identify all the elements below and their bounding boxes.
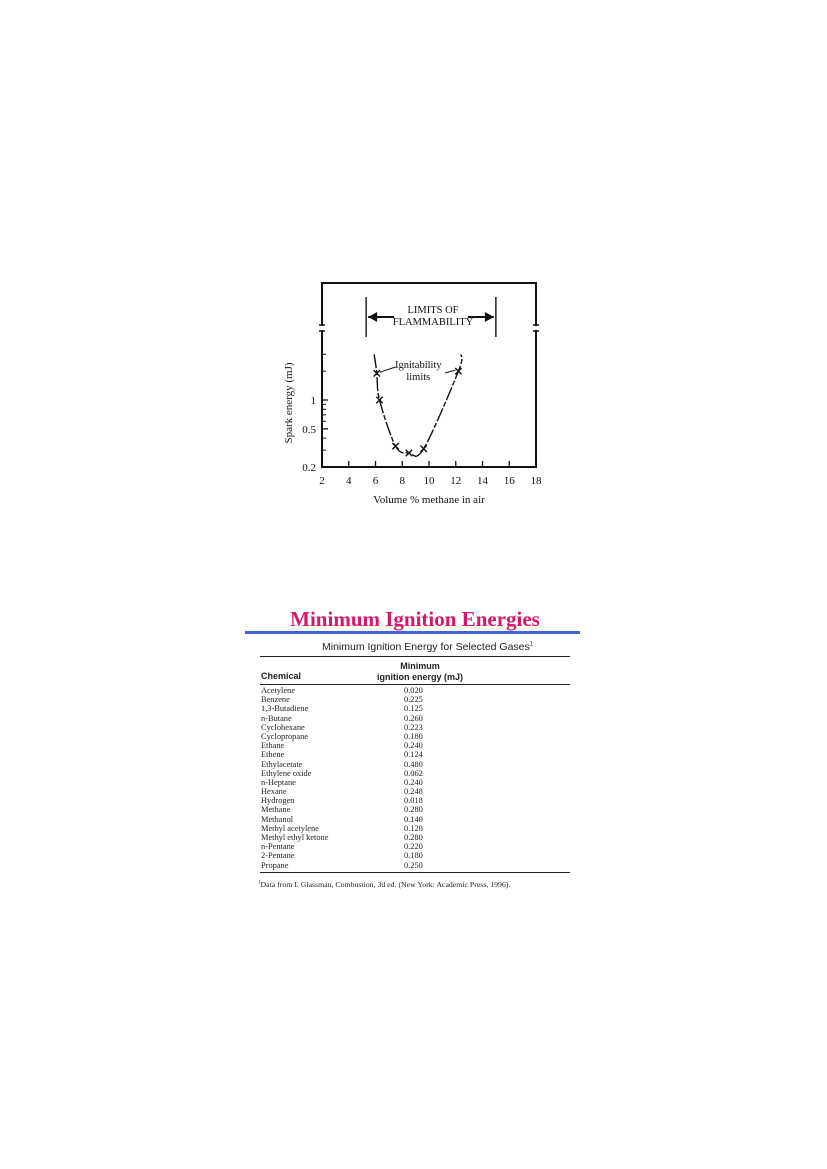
table-row — [261, 805, 571, 814]
chemical-name: Hexane — [261, 787, 287, 797]
chart-svg — [270, 255, 560, 515]
chemical-name: 2-Pentane — [261, 851, 295, 861]
ignition-energy-value: 0.062 — [404, 768, 423, 778]
table-row — [261, 750, 571, 759]
table-row — [261, 695, 571, 704]
chemical-name: Benzene — [261, 695, 290, 705]
table-row — [261, 769, 571, 778]
x-tick-label: 6 — [372, 475, 379, 487]
ignition-energy-value: 0.018 — [404, 796, 423, 806]
x-tick-label: 12 — [450, 475, 462, 487]
chemical-name: Ethylene oxide — [261, 768, 312, 778]
ignition-energy-value: 0.220 — [404, 842, 423, 852]
ignitability-label-line2: limits — [406, 372, 431, 383]
table-row — [261, 851, 571, 860]
column-header-energy — [366, 661, 474, 683]
table-row — [261, 778, 571, 787]
spark-energy-chart — [270, 255, 560, 515]
column-header-energy-line2: ignition energy (mJ) — [376, 672, 463, 682]
chemical-name: Ethane — [261, 741, 285, 751]
chemical-name: Cyclohexane — [261, 722, 305, 732]
title-underline — [245, 631, 580, 634]
chemical-name: n-Pentane — [261, 842, 295, 852]
x-tick-label: 16 — [503, 475, 515, 487]
chemical-name: Methyl ethyl ketone — [261, 833, 329, 842]
table-row — [261, 732, 571, 741]
chemical-name: Propane — [261, 860, 289, 870]
ignition-energy-value: 0.248 — [404, 787, 423, 797]
chemical-name: Methane — [261, 805, 291, 815]
table-row — [261, 861, 571, 870]
x-tick-label: 4 — [346, 475, 352, 487]
table-row — [261, 723, 571, 732]
table-row — [261, 760, 571, 769]
y-tick-label: 1 — [310, 395, 316, 407]
table-caption-text: Minimum Ignition Energy for Selected Gases — [322, 641, 530, 653]
ignition-energy-value: 0.250 — [404, 860, 423, 870]
ignition-energy-value: 0.180 — [404, 731, 423, 741]
ignition-energy-value: 0.120 — [404, 823, 423, 833]
table-header-rule — [260, 684, 570, 685]
ignition-energy-value: 0.280 — [404, 833, 423, 842]
ignitability-label-line1: Ignitability — [394, 360, 442, 371]
table-row — [261, 842, 571, 851]
chemical-name: Ethene — [261, 750, 285, 760]
ignitability-pointer-right — [445, 370, 455, 373]
y-axis-label: Spark energy (mJ) — [283, 362, 295, 444]
table-body — [261, 686, 571, 870]
footnote — [258, 880, 510, 889]
chemical-name: Methyl acetylene — [261, 823, 319, 833]
ignition-energy-value: 0.125 — [404, 704, 423, 714]
ignition-energy-value: 0.180 — [404, 851, 423, 861]
x-tick-label: 10 — [423, 475, 435, 487]
ignition-energy-value: 0.240 — [404, 777, 423, 787]
table-row — [261, 833, 571, 842]
table-row — [261, 714, 571, 723]
axis-break-gap — [320, 326, 324, 330]
chemical-name: Hydrogen — [261, 796, 295, 806]
x-tick-label: 8 — [399, 475, 405, 487]
x-tick-label: 2 — [319, 475, 325, 487]
ignition-energy-value: 0.260 — [404, 713, 423, 723]
axis-break-gap — [534, 326, 538, 330]
footnote-mark: 1 — [258, 880, 261, 886]
table-row — [261, 787, 571, 796]
data-point-marker — [420, 446, 426, 452]
table-bottom-rule — [260, 872, 570, 873]
caption-footnote-mark: 1 — [529, 641, 534, 648]
ignition-energy-value: 0.140 — [404, 814, 423, 824]
chemical-name: 1,3-Butadiene — [261, 704, 309, 714]
limits-label-line1: LIMITS OF — [407, 305, 459, 316]
table-row — [261, 704, 571, 713]
ignition-energy-value: 0.240 — [404, 741, 423, 751]
data-point-marker — [455, 368, 461, 374]
chemical-name: Cyclopropane — [261, 731, 308, 741]
footnote-text: Data from I. Glassman, Combustion, 3d ed. (New York: Academic Press, 1996). — [260, 880, 511, 889]
ignition-energy-value: 0.124 — [404, 750, 423, 760]
ignition-energy-value: 0.480 — [404, 759, 423, 769]
table-row — [261, 824, 571, 833]
chemical-name: n-Butane — [261, 713, 292, 723]
table-row — [261, 815, 571, 824]
table-row — [261, 796, 571, 805]
x-tick-label: 18 — [530, 475, 542, 487]
limits-label-line2: FLAMMABILITY — [392, 317, 474, 328]
column-header-chemical: Chemical — [261, 671, 302, 681]
x-tick-label: 14 — [477, 475, 488, 487]
ignition-energy-value: 0.225 — [404, 695, 423, 705]
table-caption — [322, 641, 533, 653]
table-row — [261, 741, 571, 750]
page-title: Minimum Ignition Energies — [290, 607, 540, 631]
ignitability-pointer-left — [380, 367, 396, 372]
ignition-energy-value: 0.223 — [404, 722, 423, 732]
y-tick-label: 0.2 — [302, 462, 316, 474]
chemical-name: Acetylene — [261, 686, 295, 695]
chemical-name: Methanol — [261, 814, 294, 824]
column-header-energy-line1: Minimum — [400, 661, 440, 671]
table-row — [261, 686, 571, 695]
y-tick-label: 0.5 — [302, 423, 316, 436]
arrowhead-left-icon — [368, 312, 377, 322]
x-axis-label: Volume % methane in air — [373, 494, 485, 506]
ignition-energy-value: 0.280 — [404, 805, 423, 815]
table-top-rule — [260, 656, 570, 657]
chemical-name: n-Heptane — [261, 777, 296, 787]
data-point-marker — [392, 443, 398, 449]
arrowhead-right-icon — [485, 312, 494, 322]
ignition-energy-value: 0.020 — [404, 686, 423, 695]
chemical-name: Ethylacetate — [261, 759, 303, 769]
